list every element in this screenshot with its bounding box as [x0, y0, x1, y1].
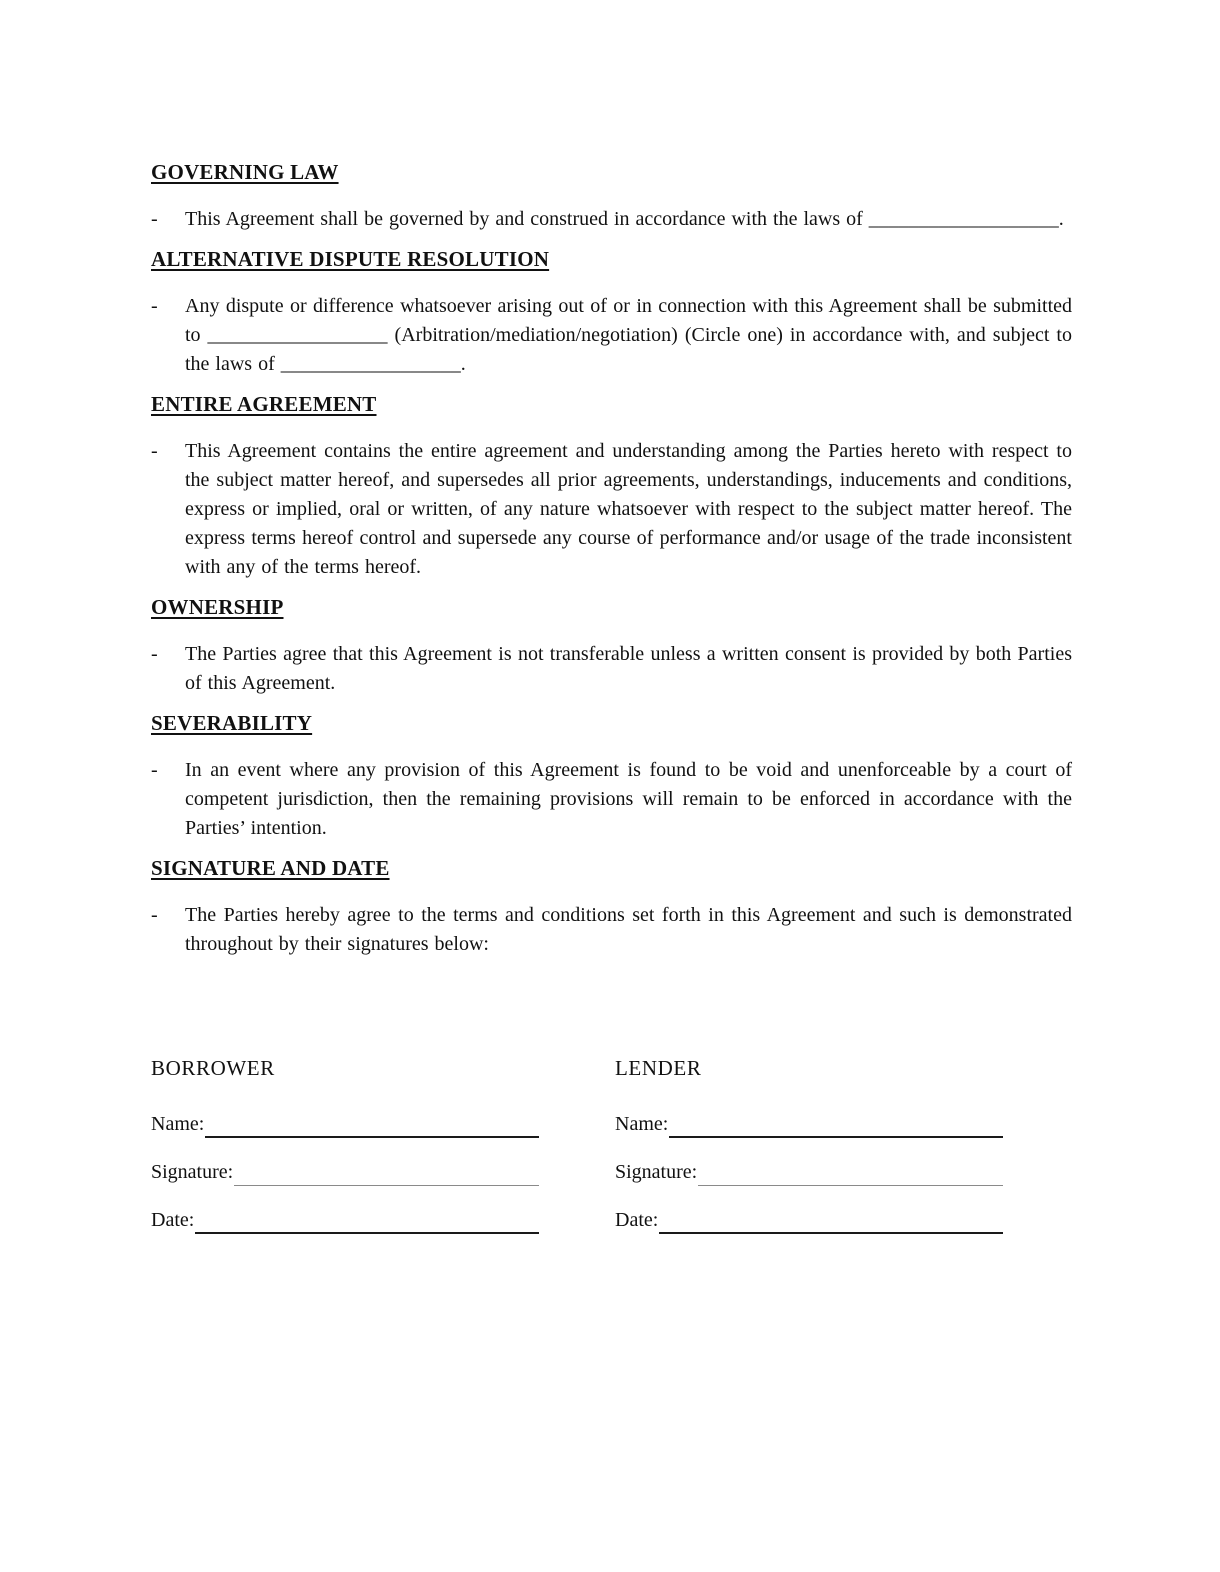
borrower-name-row — [151, 1108, 539, 1138]
bullet-item — [151, 292, 1072, 379]
bullet-text: The Parties hereby agree to the terms and conditions set forth in this Agreement and such is demonstrated throughout by their signatures below: — [185, 904, 1072, 955]
borrower-date-line — [195, 1206, 539, 1234]
bullet-dash: - — [151, 643, 158, 665]
section-heading: SIGNATURE AND DATE — [151, 856, 390, 880]
lender-signature-row — [615, 1156, 1003, 1186]
section-heading: ENTIRE AGREEMENT — [151, 392, 377, 416]
borrower-date-row — [151, 1204, 539, 1234]
bullet-item — [151, 901, 1072, 959]
borrower-signature-row — [151, 1156, 539, 1186]
borrower-name-label: Name: — [151, 1113, 205, 1135]
bullet-text: The Parties agree that this Agreement is not transferable unless a written consent is provided by both Parties of this Agreement. — [185, 643, 1072, 694]
lender-title: LENDER — [615, 1056, 702, 1080]
bullet-item — [151, 437, 1072, 582]
lender-date-line — [659, 1206, 1003, 1234]
document-content — [151, 157, 1072, 1252]
signature-block — [151, 1053, 1072, 1252]
bullet-text: This Agreement contains the entire agreement and understanding among the Parties hereto with respect to the subject matter hereof, and supersedes all prior agreements, understandings, inducements and conditions, express or implied, oral or written, of any nature whatsoever with respect to the subject matter hereof. The express terms hereof control and supersede any course of performance and/or usage of the trade inconsistent with any of the terms hereof. — [185, 440, 1072, 578]
lender-name-line — [669, 1110, 1003, 1138]
section-ownership — [151, 592, 1072, 698]
signature-columns — [151, 1053, 1072, 1252]
lender-date-label: Date: — [615, 1209, 659, 1231]
borrower-signature-line — [234, 1159, 539, 1186]
section-entire-agreement — [151, 389, 1072, 582]
bullet-item — [151, 640, 1072, 698]
section-heading: GOVERNING LAW — [151, 160, 339, 184]
borrower-signature-label: Signature: — [151, 1161, 234, 1183]
lender-signature-line — [698, 1159, 1003, 1186]
bullet-dash: - — [151, 759, 158, 781]
bullet-item — [151, 756, 1072, 843]
bullet-text: In an event where any provision of this Agreement is found to be void and unenforceable by a court of competent jurisdiction, then the remaining provisions will remain to be enforced in accordance with the Parties’ intention. — [185, 759, 1072, 839]
section-heading: OWNERSHIP — [151, 595, 284, 619]
section-severability — [151, 708, 1072, 843]
lender-column — [615, 1053, 1003, 1252]
section-heading: SEVERABILITY — [151, 711, 313, 735]
bullet-dash: - — [151, 904, 158, 926]
section-signature-and-date — [151, 853, 1072, 959]
lender-name-row — [615, 1108, 1003, 1138]
lender-signature-label: Signature: — [615, 1161, 698, 1183]
bullet-dash: - — [151, 208, 158, 230]
lender-date-row — [615, 1204, 1003, 1234]
section-alternative-dispute-resolution — [151, 244, 1072, 379]
lender-name-label: Name: — [615, 1113, 669, 1135]
borrower-name-line — [205, 1110, 539, 1138]
borrower-date-label: Date: — [151, 1209, 195, 1231]
bullet-text: Any dispute or difference whatsoever arising out of or in connection with this Agreement shall be submitted to __________________ (Arbitration/mediation/negotiation) (Circle one) in accordance with, and subject to the laws of __________________. — [185, 295, 1072, 375]
section-heading: ALTERNATIVE DISPUTE RESOLUTION — [151, 247, 550, 271]
bullet-dash: - — [151, 440, 158, 462]
bullet-text: This Agreement shall be governed by and construed in accordance with the laws of ___________________. — [185, 208, 1064, 230]
bullet-item — [151, 205, 1072, 234]
section-governing-law — [151, 157, 1072, 234]
borrower-column — [151, 1053, 539, 1252]
borrower-title: BORROWER — [151, 1056, 275, 1080]
bullet-dash: - — [151, 295, 158, 317]
